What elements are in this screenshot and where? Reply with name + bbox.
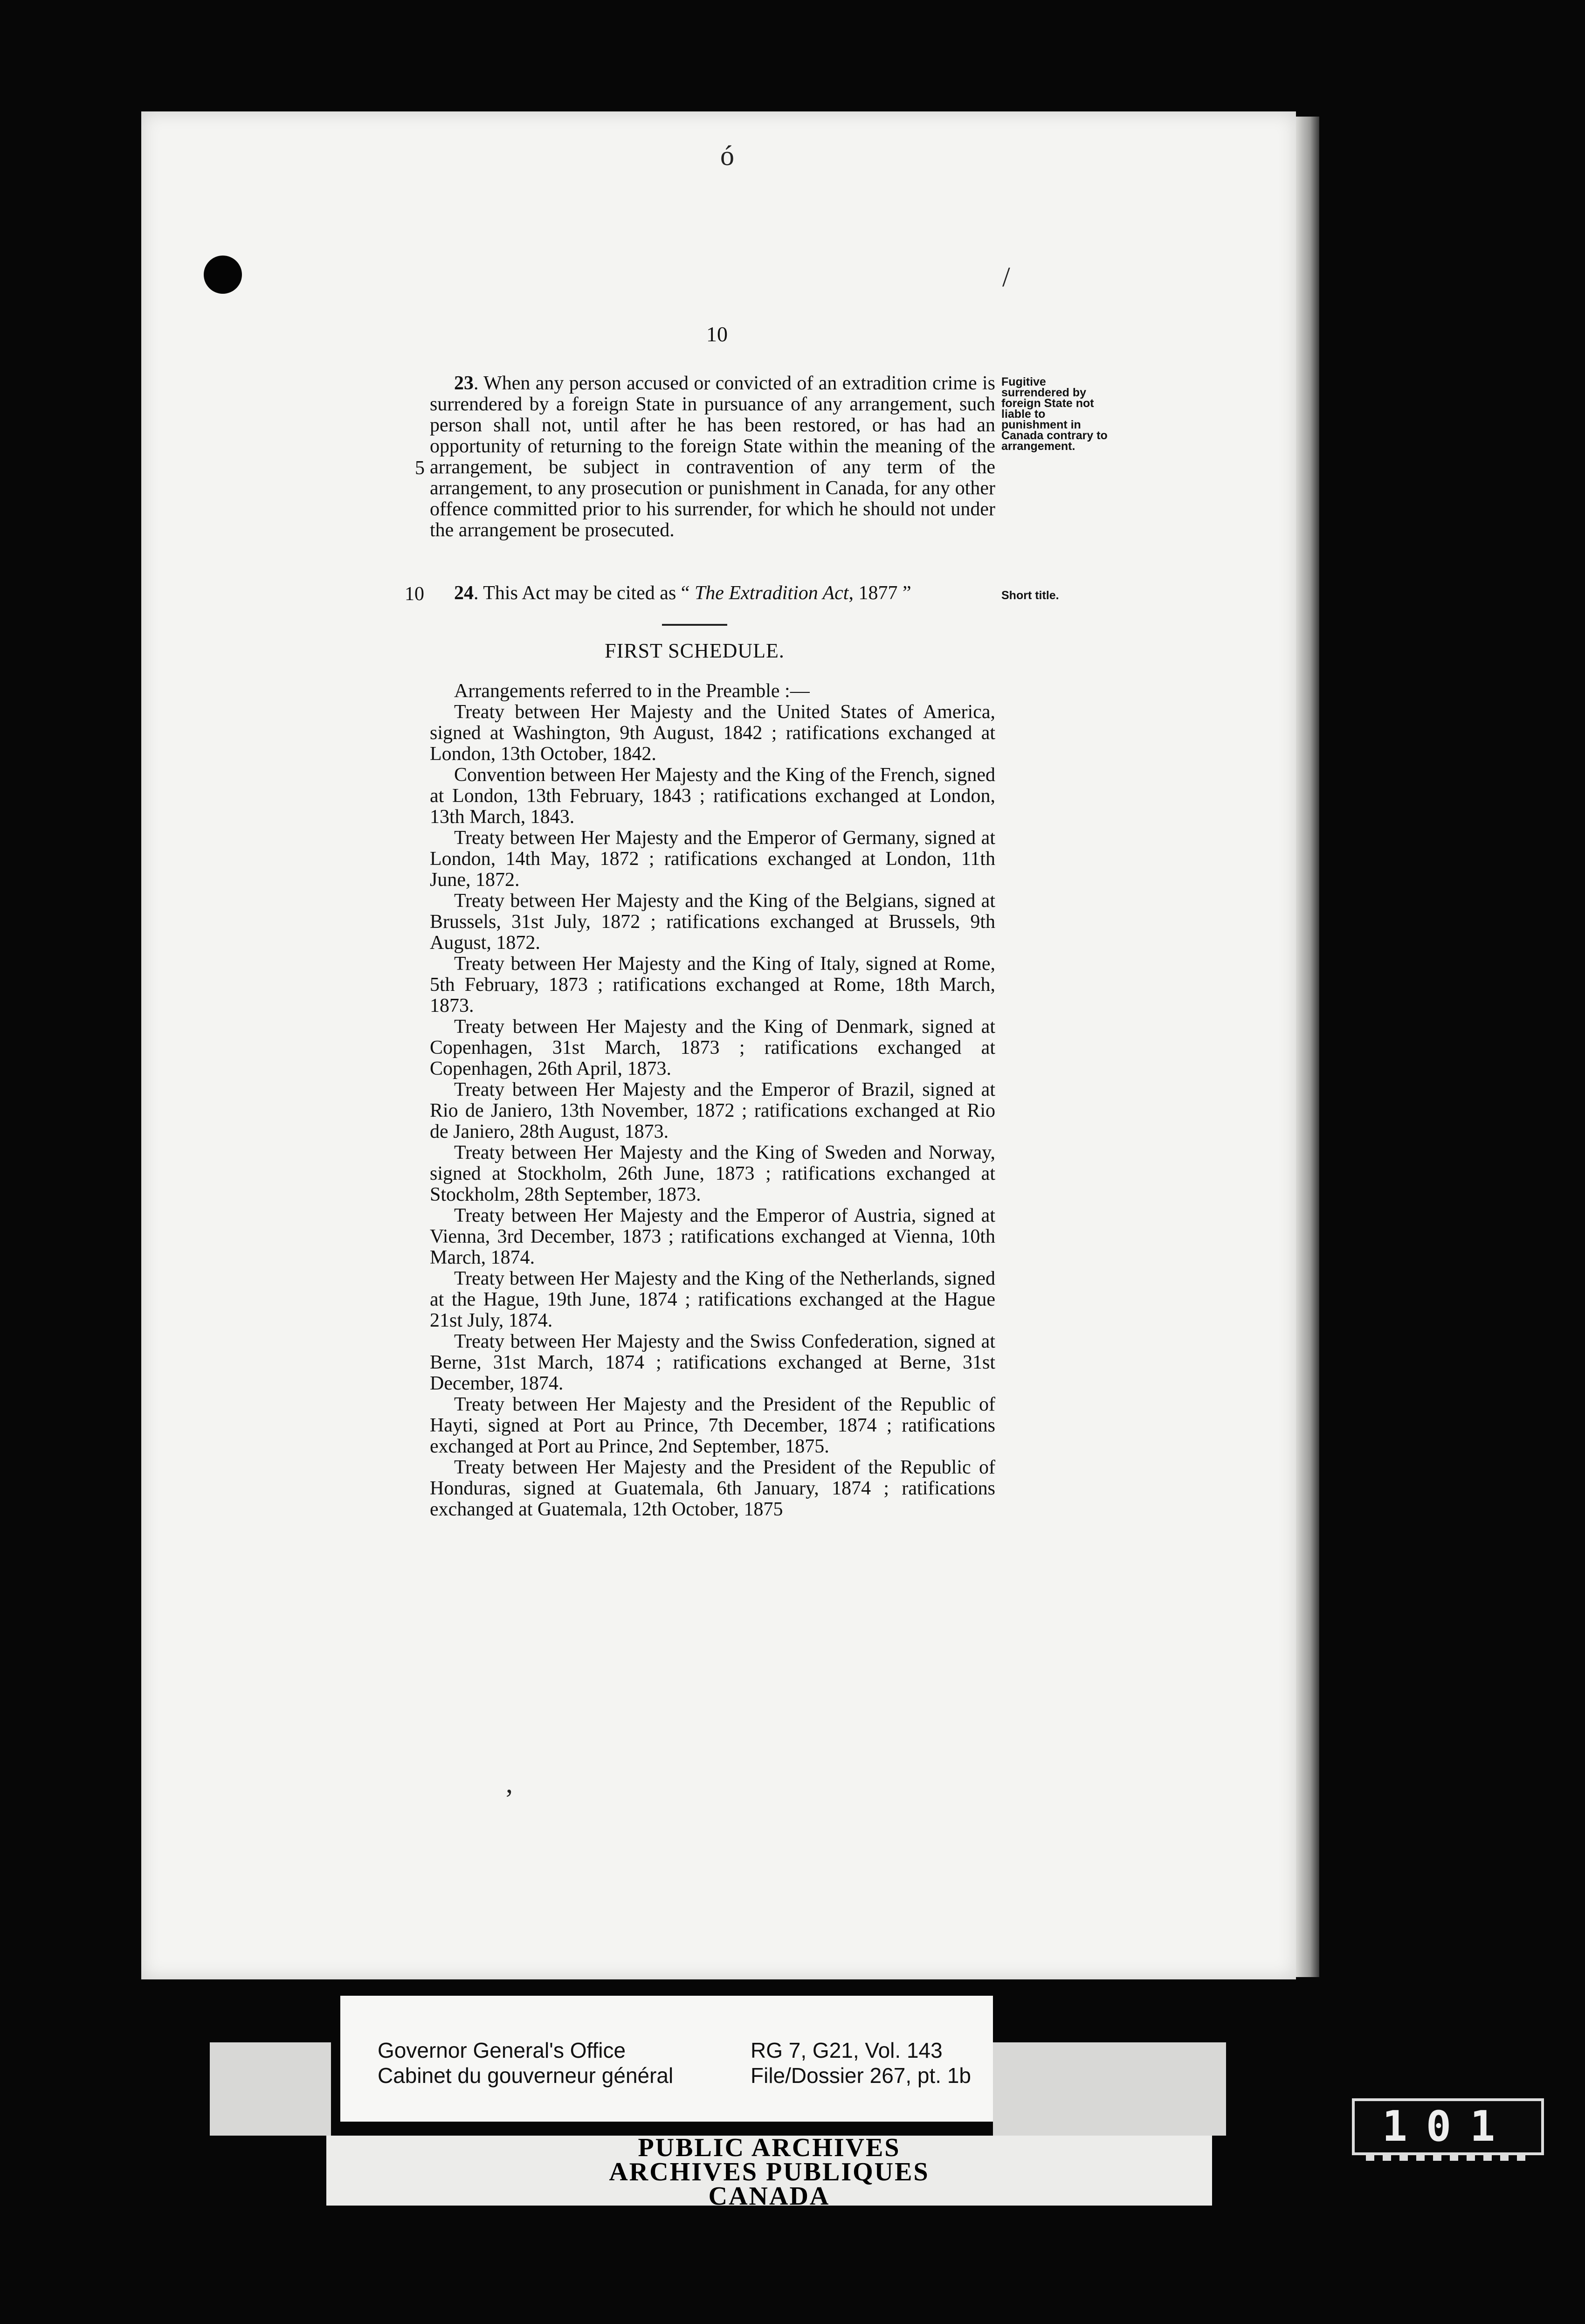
line-number: 5 <box>415 457 425 479</box>
section-text-end: , 1877 ” <box>848 582 911 604</box>
treaty-item: Treaty between Her Majesty and the King of Sweden and Norway, signed at Stockholm, 26th June, 1873 ; ratifications exchanged at Stockholm, 28th September, 1873. <box>430 1142 995 1205</box>
archive-label <box>340 1996 993 2122</box>
section-number: 23 <box>454 373 474 394</box>
file-number: File/Dossier 267, pt. 1b <box>751 2063 972 2088</box>
treaty-item: Treaty between Her Majesty and the Emperor of Germany, signed at London, 14th May, 1872 ; ratifications exchanged at London, 11th June, 1872. <box>430 827 995 891</box>
marginal-note: Fugitive surrendered by foreign State not liable to punishment in Canada contrary to arrangement. <box>1001 375 1108 453</box>
label-office <box>378 2038 673 2088</box>
act-title: The Extradition Act <box>694 582 849 604</box>
stamp-line-1: PUBLIC ARCHIVES <box>638 2133 901 2162</box>
treaty-item: Convention between Her Majesty and the King of the French, signed at London, 13th February, 1843 ; ratifications exchanged at London, 13th March, 1843. <box>430 764 995 828</box>
film-sprocket <box>1366 2154 1534 2161</box>
schedule-body <box>430 681 995 1520</box>
scribble-mark: / <box>1002 262 1010 292</box>
schedule-intro: Arrangements referred to in the Preamble :— <box>454 680 810 702</box>
treaty-item: Treaty between Her Majesty and the King of Italy, signed at Rome, 5th February, 1873 ; ratifications exchanged at Rome, 18th March, 1873. <box>430 953 995 1017</box>
office-french: Cabinet du gouverneur général <box>378 2063 674 2088</box>
treaty-item: Treaty between Her Majesty and the Swiss Confederation, signed at Berne, 31st March, 1874 ; ratifications exchanged at Berne, 31st December, 1874. <box>430 1331 995 1394</box>
office-english: Governor General's Office <box>378 2038 626 2062</box>
page-edge-shadow <box>1296 117 1319 1977</box>
section-text: . This Act may be cited as “ <box>474 582 695 604</box>
treaty-item: Treaty between Her Majesty and the Emperor of Brazil, signed at Rio de Janiero, 13th November, 1872 ; ratifications exchanged at Rio de Janiero, 28th August, 1873. <box>430 1079 995 1142</box>
marginal-note: Short title. <box>1001 589 1059 602</box>
section-text: . When any person accused or convicted of an extradition crime is surrendered by a foreign State in pursuance of any arrangement, such person shall not, until after he has been restored, or has had an opportunity of returning to the foreign State within the meaning of the arrangement, be subject in contravention of any term of the arrangement, to any prosecution or punishment in Canada, for any other offence committed prior to his surrender, for which he should not under the arrangement be prosecuted. <box>430 373 995 541</box>
treaty-item: Treaty between Her Majesty and the President of the Republic of Hayti, signed at Port au Prince, 7th December, 1874 ; ratifications exchanged at Port au Prince, 2nd September, 1875. <box>430 1394 995 1457</box>
treaty-item: Treaty between Her Majesty and the Emperor of Austria, signed at Vienna, 3rd December, 1873 ; ratifications exchanged at Vienna, 10th March, 1874. <box>430 1205 995 1268</box>
frame-number: 101 <box>1352 2098 1544 2155</box>
treaty-item: Treaty between Her Majesty and the King of Denmark, signed at Copenhagen, 31st March, 1873 ; ratifications exchanged at Copenhagen, 26th April, 1873. <box>430 1016 995 1079</box>
section-23 <box>430 373 995 541</box>
section-24 <box>430 583 995 604</box>
stamp-line-3: CANADA <box>708 2182 830 2211</box>
film-strip-left <box>210 2042 331 2136</box>
treaty-item: Treaty between Her Majesty and the King of the Netherlands, signed at the Hague, 19th June, 1874 ; ratifications exchanged at the Hague 21st July, 1874. <box>430 1268 995 1331</box>
treaty-item: Treaty between Her Majesty and the President of the Republic of Honduras, signed at Guatemala, 6th January, 1874 ; ratifications exchanged at Guatemala, 12th October, 1875 <box>430 1457 995 1520</box>
label-reference <box>751 2038 971 2088</box>
top-mark: ó <box>720 140 734 171</box>
stamp-line-2: ARCHIVES PUBLIQUES <box>609 2158 930 2186</box>
treaty-item: Treaty between Her Majesty and the King of the Belgians, signed at Brussels, 31st July, 1872 ; ratifications exchanged at Brussels, 9th August, 1872. <box>430 890 995 954</box>
section-divider <box>662 624 727 626</box>
page-number: 10 <box>706 322 728 346</box>
punch-hole <box>204 256 242 294</box>
archives-stamp <box>326 2133 1212 2211</box>
film-strip-right <box>993 2042 1226 2136</box>
treaty-item: Treaty between Her Majesty and the United States of America, signed at Washington, 9th August, 1842 ; ratifications exchanged at London, 13th October, 1842. <box>430 701 995 765</box>
section-number: 24 <box>454 582 474 604</box>
record-group: RG 7, G21, Vol. 143 <box>751 2038 943 2062</box>
stray-mark: , <box>506 1768 513 1798</box>
schedule-heading: FIRST SCHEDULE. <box>605 639 785 662</box>
line-number: 10 <box>405 583 424 605</box>
